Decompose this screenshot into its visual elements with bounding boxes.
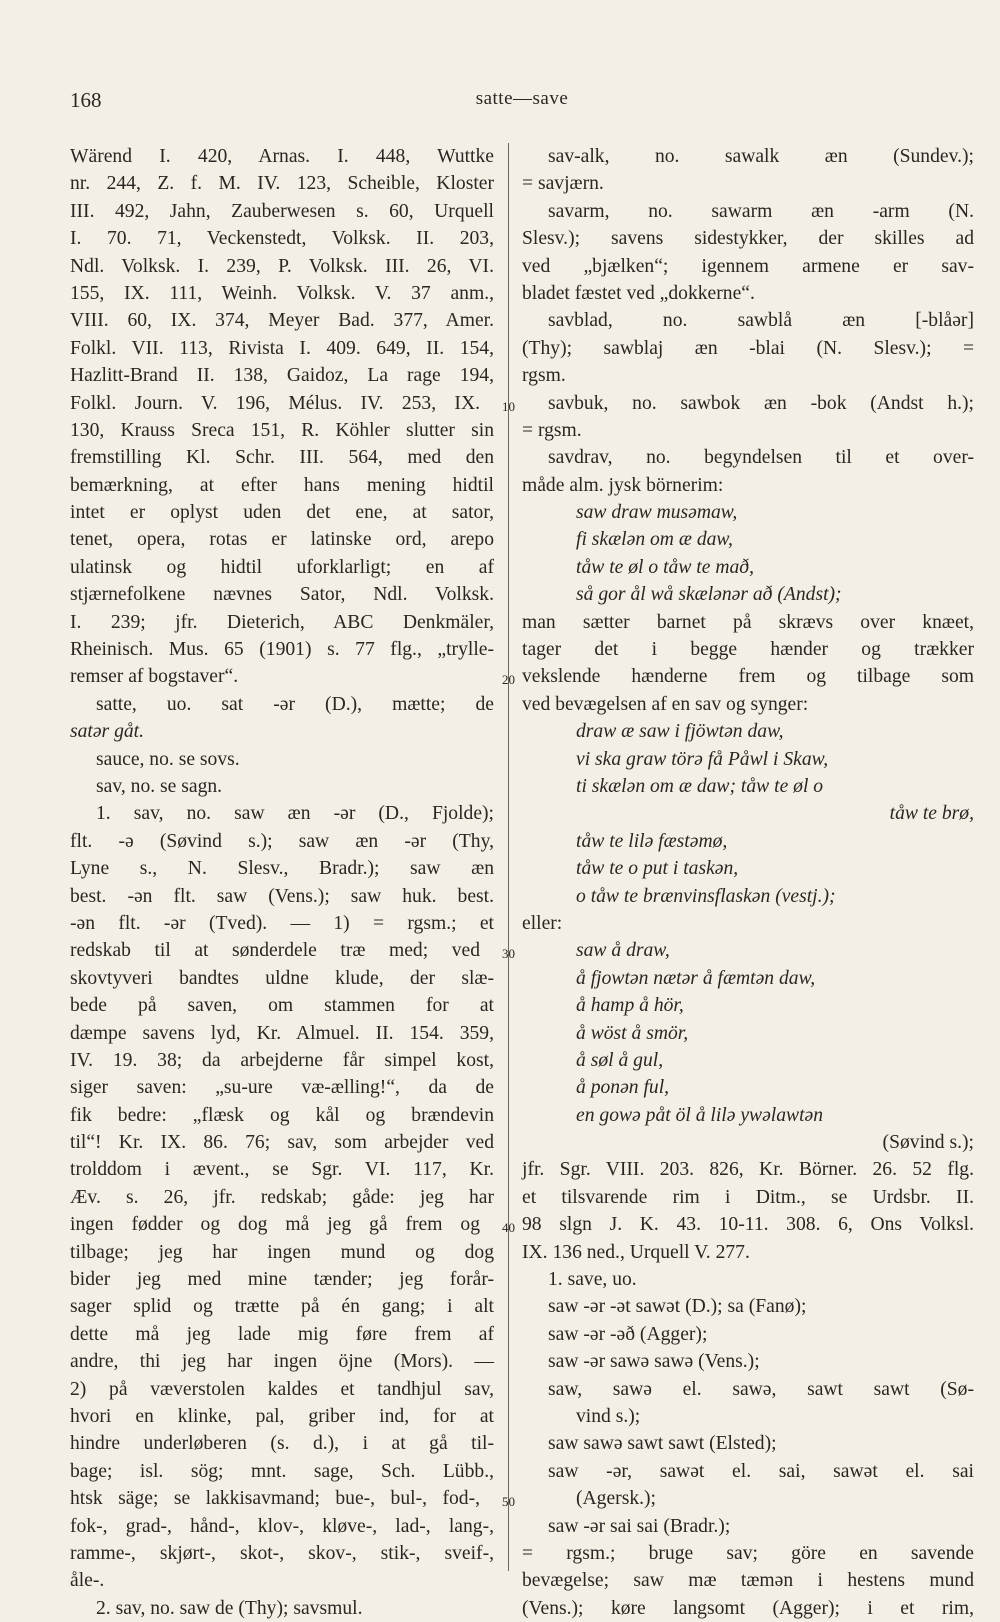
text-line: saw, sawə el. sawə, sawt sawt (Sø- (548, 1378, 974, 1400)
text-line: remser af bogstaver“. (70, 666, 239, 688)
entry-satte: satte, uo. sat -ər (D.), mætte; de (96, 693, 494, 715)
text-line: ingen fødder og dog må jeg gå frem og (70, 1214, 480, 1236)
rhyme-line (522, 499, 974, 526)
rhyme-text: en gowə påt öl å lilə ywəlawtən (576, 1104, 824, 1126)
text-line: et tilsvarende rim i Ditm., se Urdsbr. II. (522, 1186, 974, 1208)
entry-savbuk: savbuk, no. sawbok æn -bok (Andst h.); (548, 392, 974, 414)
text-line: til“! Kr. IX. 86. 76; sav, som arbejder ved (70, 1132, 494, 1154)
text-line-row (70, 937, 515, 964)
text-line: saw -ər -əð (Agger); (548, 1323, 708, 1345)
entry-savblad: savblad, no. sawblå æn [-blåər] (548, 310, 974, 332)
text-line: Rheinisch. Mus. 65 (1901) s. 77 flg., „trylle- (70, 639, 494, 661)
text-line: Æv. s. 26, jfr. redskab; gåde: jeg har (70, 1186, 494, 1208)
rhyme-text: vi ska graw törə få Påwl i Skaw, (576, 748, 829, 770)
text-line: tilbage; jeg har ingen mund og dog (70, 1241, 494, 1263)
text-line: vekslende hænderne frem og tilbage som (522, 666, 974, 688)
text-line: nr. 244, Z. f. M. IV. 123, Scheible, Kloster (70, 173, 494, 195)
text-line: eller: (522, 912, 563, 934)
text-line: 2) på væverstolen kaldes et tandhjul sav, (70, 1378, 494, 1400)
line-number: 10 (502, 398, 515, 414)
text-line: bider jeg med mine tænder; jeg forår- (70, 1269, 494, 1291)
text-line: fik bedre: „flæsk og kål og brændevin (70, 1104, 494, 1126)
right-column (522, 143, 974, 1622)
text-line: ved bevægelsen af en sav og synger: (522, 693, 809, 715)
rhyme-line (522, 718, 974, 745)
text-line: IX. 136 ned., Urquell V. 277. (522, 1241, 750, 1263)
rhyme-line (522, 1047, 974, 1074)
text-line: -ən flt. -ər (Tved). — 1) = rgsm.; et (70, 912, 494, 934)
text-line: måde alm. jysk börnerim: (522, 474, 724, 496)
rhyme-line (522, 800, 974, 827)
text-line-row (70, 663, 515, 690)
text-line: skovtyveri bandtes uldne klude, der slæ- (70, 967, 494, 989)
text-line: hindre underløberen (s. d.), i at gå til- (70, 1433, 494, 1455)
text-line: best. -ən flt. saw (Vens.); saw huk. best. (70, 885, 494, 907)
text-line: (Søvind s.); (882, 1132, 974, 1154)
text-line: III. 492, Jahn, Zauberwesen s. 60, Urquell (70, 200, 494, 222)
rhyme-text: å ponən ful, (576, 1077, 670, 1099)
rhyme-text: tåw te øl o tåw te mað, (576, 556, 754, 578)
rhyme-line (522, 855, 974, 882)
text-line: ved „bjælken“; igennem armene er sav- (522, 255, 974, 277)
rhyme-line (522, 554, 974, 581)
text-line: tager det i begge hænder og trækker (522, 639, 974, 661)
text-line: 130, Krauss Sreca 151, R. Köhler slutter sin (70, 419, 494, 441)
text-line: Wärend I. 420, Arnas. I. 448, Wuttke (70, 146, 494, 167)
line-number: 20 (502, 672, 515, 688)
text-line: andre, thi jeg har ingen öjne (Mors). — (70, 1351, 494, 1373)
text-line: Slesv.); savens sidestykker, der skilles ad (522, 228, 974, 250)
entry-1-sav: 1. sav, no. saw æn -ər (D., Fjolde); (96, 803, 494, 825)
rhyme-text: draw æ saw i fjöwtən daw, (576, 721, 784, 743)
rhyme-text: å fjowtən nætər å fæmtən daw, (576, 967, 816, 989)
entry-1-save: 1. save, uo. (548, 1269, 637, 1291)
rhyme-text: saw å draw, (576, 940, 670, 962)
rhyme-line (522, 773, 974, 800)
page-header (70, 88, 974, 118)
text-line: bemærkning, at efter hans mening hidtil (70, 474, 494, 496)
text-line: fremstilling Kl. Schr. III. 564, med den (70, 447, 494, 469)
rhyme-line (522, 1102, 974, 1129)
text-line: saw -ər, sawət el. sai, sawət el. sai (548, 1460, 974, 1482)
rhyme-text: ti skælən om æ daw; tåw te øl o (576, 775, 824, 797)
text-line: fok-, grad-, hånd-, klov-, kløve-, lad-, lang-, (70, 1515, 494, 1537)
text-line: rgsm. (522, 365, 566, 387)
text-line: saw -ər -ət sawət (D.); sa (Fanø); (548, 1296, 807, 1318)
line-number: 30 (502, 946, 515, 962)
text-line: VIII. 60, IX. 374, Meyer Bad. 377, Amer. (70, 310, 494, 332)
line-number: 40 (502, 1220, 515, 1236)
text-line (70, 718, 494, 745)
rhyme-line (522, 526, 974, 553)
text-line: Folkl. Journ. V. 196, Mélus. IV. 253, IX. (70, 392, 480, 414)
entry-2-sav: 2. sav, no. saw de (Thy); savsmul. (96, 1597, 363, 1619)
text-line: sager splid og trætte på én gang; i alt (70, 1296, 494, 1318)
text-line-row (70, 390, 515, 417)
text-line: tenet, opera, rotas er latinske ord, arepo (70, 529, 494, 551)
entry-sauce: sauce, no. se sovs. (96, 748, 240, 770)
text-line: Hazlitt-Brand II. 138, Gaidoz, La rage 194, (70, 365, 494, 387)
text-line: redskab til at sønderdele træ med; ved (70, 940, 480, 962)
text-line: I. 239; jfr. Dieterich, ABC Denkmäler, (70, 611, 494, 633)
text-line-row (70, 1485, 515, 1512)
text-line: bladet fæstet ved „dokkerne“. (522, 282, 755, 304)
text-line: 98 slgn J. K. 43. 10-11. 308. 6, Ons Volksl. (522, 1214, 974, 1236)
entry-sav: sav, no. se sagn. (96, 775, 223, 797)
text-line: hvori en klinke, pal, griber ind, for at (70, 1405, 494, 1427)
text-line: man sætter barnet på skrævs over knæet, (522, 611, 974, 633)
example-text: satər gåt. (70, 721, 145, 743)
text-line: ulatinsk og hidtil uforklarligt; en af (70, 556, 494, 578)
text-line: dette må jeg lade mig føre frem af (70, 1323, 494, 1345)
rhyme-line (522, 828, 974, 855)
text-line: stjærnefolkene nævnes Sator, Ndl. Volksk. (70, 584, 494, 606)
text-line: åle-. (70, 1570, 105, 1592)
rhyme-line (522, 746, 974, 773)
rhyme-text: saw draw musəmaw, (576, 502, 738, 524)
column-divider (508, 143, 509, 1571)
rhyme-text: så gor ål wå skælənər að (Andst); (576, 584, 842, 606)
text-line: dæmpe savens lyd, Kr. Almuel. II. 154. 359, (70, 1022, 494, 1044)
text-line: htsk säge; se lakkisavmand; bue-, bul-, fod-, (70, 1488, 480, 1510)
text-line: saw sawə sawt sawt (Elsted); (548, 1433, 777, 1455)
rhyme-text: fi skælən om æ daw, (576, 529, 733, 551)
text-line: bede på saven, om stammen for at (70, 995, 494, 1017)
text-line: (Agersk.); (576, 1488, 656, 1510)
text-line: Lyne s., N. Slesv., Bradr.); saw æn (70, 858, 494, 880)
text-line: intet er oplyst uden det ene, at sator, (70, 502, 494, 524)
left-column (70, 143, 515, 1622)
text-line: siger saven: „su-ure væ-ælling!“, da de (70, 1077, 494, 1099)
text-line: saw -ər sai sai (Bradr.); (548, 1515, 731, 1537)
text-line: vind s.); (576, 1405, 641, 1427)
text-line: I. 70. 71, Veckenstedt, Volksk. II. 203, (70, 228, 494, 250)
text-line: saw -ər sawə sawə (Vens.); (548, 1351, 760, 1373)
text-line: (Thy); sawblaj æn -blai (N. Slesv.); = (522, 337, 974, 359)
rhyme-text: tåw te o put i taskən, (576, 858, 739, 880)
rhyme-text: å hamp å hör, (576, 995, 684, 1017)
rhyme-line (522, 965, 974, 992)
line-number: 50 (502, 1494, 515, 1510)
rhyme-text: å wöst å smör, (576, 1022, 689, 1044)
text-line: Folkl. VII. 113, Rivista I. 409. 649, II. 154, (70, 337, 494, 359)
rhyme-line (522, 581, 974, 608)
rhyme-line (522, 937, 974, 964)
text-line: flt. -ə (Søvind s.); saw æn -ər (Thy, (70, 830, 494, 852)
text-line: = rgsm.; bruge sav; göre en savende (522, 1542, 974, 1564)
text-line: bevægelse; saw mæ tæmən i hestens mund (522, 1570, 974, 1592)
text-line: bage; isl. sög; mnt. sage, Sch. Lübb., (70, 1460, 494, 1482)
rhyme-line (522, 883, 974, 910)
text-line: ramme-, skjørt-, skot-, skov-, stik-, sveif-, (70, 1542, 494, 1564)
page-number: 168 (70, 88, 102, 112)
text-line: (Vens.); køre langsomt (Agger); i et rim, (522, 1597, 974, 1619)
text-line: Ndl. Volksk. I. 239, P. Volksk. III. 26, VI. (70, 255, 494, 277)
entry-sav-alk: sav-alk, no. sawalk æn (Sundev.); (548, 146, 974, 167)
rhyme-line (522, 1074, 974, 1101)
text-line: IV. 19. 38; da arbejderne får simpel kost, (70, 1049, 494, 1071)
entry-savarm: savarm, no. sawarm æn -arm (N. (548, 200, 974, 222)
rhyme-line (522, 1020, 974, 1047)
rhyme-text: o tåw te brænvinsflaskən (vestj.); (576, 885, 836, 907)
rhyme-text: tåw te lilə fæstəmø, (576, 830, 728, 852)
text-line: = savjærn. (522, 173, 604, 195)
running-head: satte—save (475, 88, 569, 109)
rhyme-text: å søl å gul, (576, 1049, 664, 1071)
rhyme-line (522, 992, 974, 1019)
rhyme-text: tåw te brø, (889, 803, 974, 825)
text-line: trolddom i ævent., se Sgr. VI. 117, Kr. (70, 1159, 494, 1181)
text-line: = rgsm. (522, 419, 582, 441)
text-line: jfr. Sgr. VIII. 203. 826, Kr. Börner. 26. 52 flg. (522, 1159, 974, 1181)
text-line-row (70, 1211, 515, 1238)
entry-savdrav: savdrav, no. begyndelsen til et over- (548, 447, 974, 469)
text-line: 155, IX. 111, Weinh. Volksk. V. 37 anm., (70, 282, 494, 304)
